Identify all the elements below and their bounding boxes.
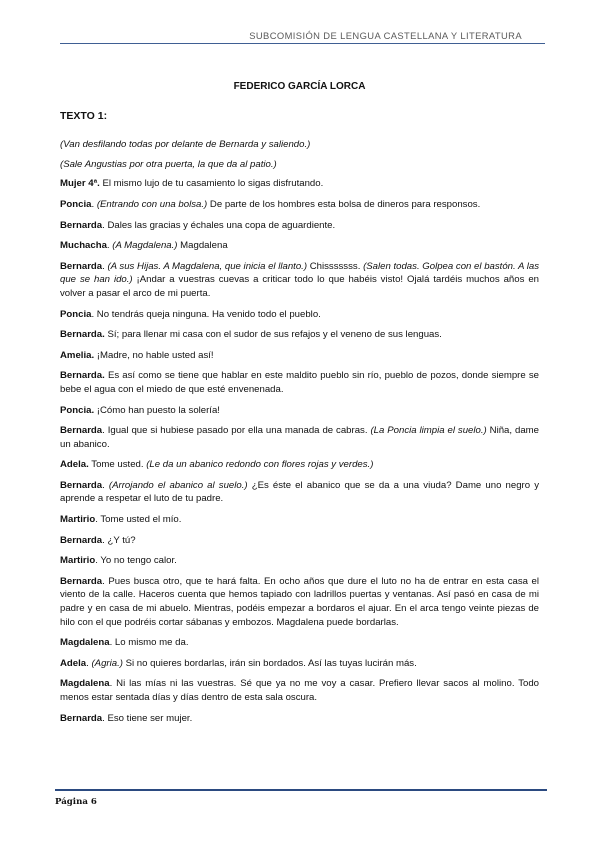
speaker-name: Amelia. xyxy=(60,349,95,361)
dialogue-line xyxy=(60,404,539,418)
speech-text: El mismo lujo de tu casamiento lo sigas disfrutando. xyxy=(99,178,324,190)
speaker-name: Bernarda xyxy=(60,425,103,437)
dialogue-line xyxy=(60,328,539,342)
footer-divider xyxy=(55,789,547,791)
stage-direction-text: (Entrando con una bolsa.) xyxy=(96,198,208,210)
speaker-name: Bernarda xyxy=(60,575,103,587)
dialogue-line xyxy=(60,369,539,396)
speech-text: ¡Andar a vuestras cuevas a criticar todo lo que habéis visto! Ojalá tardéis muchos años en volver a pasar el arco de mi puerta. xyxy=(60,274,539,299)
speech-text: Tome usted. xyxy=(88,459,147,471)
speech-text: ¡Cómo han puesto la solería! xyxy=(94,404,220,416)
dialogue-line xyxy=(60,534,539,548)
speech-text: . No tendrás queja ninguna. Ha venido todo el pueblo. xyxy=(91,308,321,320)
dialogue-line xyxy=(60,554,539,568)
speech-text: . Yo no tengo calor. xyxy=(95,555,177,567)
speaker-name: Magdalena xyxy=(60,637,110,649)
speech-text: ¡Madre, no hable usted así! xyxy=(94,349,214,361)
dialogue-line xyxy=(60,349,539,363)
stage-direction-text: (Le da un abanico redondo con flores rojas y verdes.) xyxy=(146,459,374,471)
dialogue-line xyxy=(60,479,539,506)
document-body xyxy=(60,80,539,732)
speaker-name: Adela xyxy=(60,657,87,669)
dialogue-line xyxy=(60,575,539,629)
speech-text: . xyxy=(106,240,113,252)
stage-direction-text: (Arrojando el abanico al suelo.) xyxy=(108,479,248,491)
stage-direction xyxy=(60,138,539,152)
section-heading: TEXTO 1: xyxy=(60,109,108,122)
stage-direction xyxy=(60,158,539,172)
stage-direction-text: (A sus Hijas. A Magdalena, que inicia el llanto.) xyxy=(107,260,308,272)
speech-text: Chisssssss. xyxy=(307,260,364,272)
dialogue-line xyxy=(60,424,539,451)
speaker-name: Poncia xyxy=(60,198,92,210)
speech-text: Sí; para llenar mi casa con el sudor de sus refajos y el veneno de sus lenguas. xyxy=(104,329,442,341)
speech-text: . Ni las mías ni las vuestras. Sé que ya no me voy a casar. Prefiero llevar sacos al molino. Todo menos estar sentada días y días dentro de esta sala oscura. xyxy=(60,678,539,703)
stage-direction-text: (Agria.) xyxy=(91,657,123,669)
dialogue-line xyxy=(60,677,539,704)
speaker-name: Magdalena xyxy=(60,678,110,690)
speech-text: . Pues busca otro, que te hará falta. En ocho años que dure el luto no ha de entrar en esta casa el viento de la calle. Haceros cuenta que hemos tapiado con ladrillos puertas y ventanas. Así pasó en casa de mi padre y en casa de mi abuelo. Mientras, podéis empezar a bordaros el ajuar. En el arca tengo veinte piezas de hilo con el que podréis cortar sábanas y embozos. Magdalena puede bordarlas. xyxy=(60,575,539,628)
stage-direction-text: (A Magdalena.) xyxy=(112,240,178,252)
speaker-name: Bernarda xyxy=(60,260,103,272)
speaker-name: Bernarda. xyxy=(60,370,105,382)
document-title: FEDERICO GARCÍA LORCA xyxy=(233,81,366,92)
speech-text: Es así como se tiene que hablar en este maldito pueblo sin río, pueblo de pozos, donde siempre se bebe el agua con el miedo de que esté envenenada. xyxy=(60,370,539,395)
speech-text: Magdalena xyxy=(177,240,228,252)
speech-text: . xyxy=(91,198,97,210)
speaker-name: Mujer 4ª. xyxy=(60,178,100,190)
dialogue-line xyxy=(60,308,539,322)
speaker-name: Bernarda xyxy=(60,479,103,491)
header-divider xyxy=(60,43,545,44)
speech-text: Si no quieres bordarlas, irán sin bordados. Así las tuyas lucirán más. xyxy=(122,657,417,669)
speech-text: . Dales las gracias y échales una copa de aguardiente. xyxy=(102,219,336,231)
dialogue-line xyxy=(60,712,539,726)
speaker-name: Martirio xyxy=(60,555,96,567)
speaker-name: Bernarda. xyxy=(60,329,105,341)
speech-text: . Eso tiene ser mujer. xyxy=(102,712,193,724)
speaker-name: Bernarda xyxy=(60,219,103,231)
speech-text: . Lo mismo me da. xyxy=(109,637,189,649)
dialogue-line xyxy=(60,219,539,233)
speaker-name: Bernarda xyxy=(60,712,103,724)
stage-direction-text: (Van desfilando todas por delante de Bernarda y saliendo.) xyxy=(60,139,311,151)
speaker-name: Martirio xyxy=(60,514,96,526)
page-number: Página 6 xyxy=(55,797,97,807)
stage-direction-text: (Salen todas. Golpea con el bastón. A las que se han ido.) xyxy=(60,260,539,286)
speech-text: . Igual que si hubiese pasado por ella una manada de cabras. xyxy=(102,425,371,437)
speech-text: ¿Es éste el abanico que se da a una viuda? Dame uno negro y aprende a respetar el luto de tu padre. xyxy=(60,479,539,505)
speech-text: . xyxy=(102,260,108,272)
speech-text: . xyxy=(86,657,92,669)
speaker-name: Poncia. xyxy=(60,404,95,416)
page-header: SUBCOMISIÓN DE LENGUA CASTELLANA Y LITERATURA xyxy=(249,30,522,41)
stage-direction-text: (La Poncia limpia el suelo.) xyxy=(370,425,487,437)
dialogue-list xyxy=(60,138,539,725)
speaker-name: Adela. xyxy=(60,459,89,471)
stage-direction-text: (Sale Angustias por otra puerta, la que da al patio.) xyxy=(60,158,277,170)
speaker-name: Muchacha xyxy=(60,240,107,252)
speech-text: . ¿Y tú? xyxy=(102,534,136,546)
dialogue-line xyxy=(60,636,539,650)
dialogue-line xyxy=(60,513,539,527)
dialogue-line xyxy=(60,177,539,191)
dialogue-line xyxy=(60,239,539,253)
speaker-name: Poncia xyxy=(60,308,92,320)
speech-text: . Tome usted el mío. xyxy=(95,514,182,526)
dialogue-line xyxy=(60,657,539,671)
speech-text: . xyxy=(102,479,109,491)
dialogue-line xyxy=(60,458,539,472)
dialogue-line xyxy=(60,198,539,212)
speech-text: Niña, dame un abanico. xyxy=(60,425,539,450)
speaker-name: Bernarda xyxy=(60,534,103,546)
speech-text: De parte de los hombres esta bolsa de dineros para responsos. xyxy=(207,198,481,210)
dialogue-line xyxy=(60,260,539,301)
